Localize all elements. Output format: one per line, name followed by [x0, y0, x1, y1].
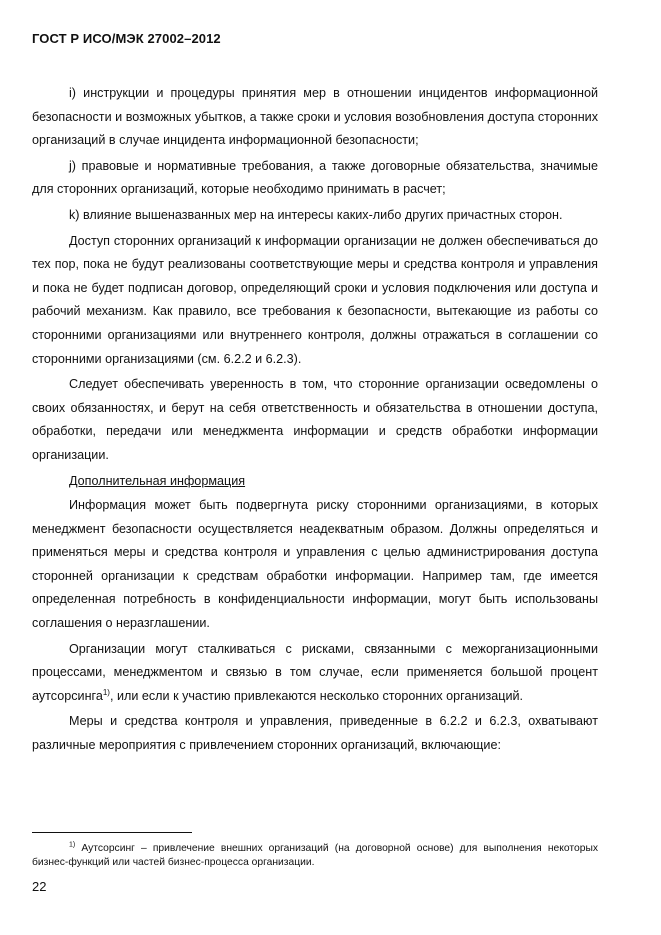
- footnote: [32, 842, 598, 870]
- outsourcing-text-before: Организации могут сталкиваться с рисками, связанными с межорганизационными процессами, менеджментом и связью в том случае, если применяется большой процент аутсорсинга: [32, 641, 598, 703]
- page-number: 22: [32, 879, 47, 894]
- footnote-mark: 1): [69, 841, 76, 849]
- body-text: [32, 82, 598, 759]
- list-item-i: i) инструкции и процедуры принятия мер в отношении инцидентов информационной безопасности и возможных убытков, а также сроки и условия возобновления доступа сторонних организаций в случае инцидента информационной безопасности;: [32, 86, 598, 148]
- standard-header: ГОСТ Р ИСО/МЭК 27002–2012: [32, 31, 221, 46]
- subheading-text: Дополнительная информация: [69, 473, 246, 488]
- list-item-k: k) влияние вышеназванных мер на интересы каких-либо других причастных сторон.: [69, 207, 563, 222]
- subheading-additional-info: [32, 470, 598, 494]
- footnote-divider: [32, 832, 192, 833]
- footnote-reference[interactable]: 1): [102, 687, 110, 697]
- paragraph-access-conditions: Доступ сторонних организаций к информации организации не должен обеспечиваться до тех пор, пока не будут реализованы соответствующие меры и средства контроля и управления и пока не будет подписан договор, определяющий сроки и условия подключения или доступа и рабочий механизм. Как правило, все требования к безопасности, вытекающие из работы со сторонними организациями или внутреннего контроля, должны отражаться в соглашении со сторонними организациями (см. 6.2.2 и 6.2.3).: [32, 233, 598, 366]
- footnote-text: Аутсорсинг – привлечение внешних организаций (на договорной основе) для выполнения некоторых бизнес-функций или частей бизнес-процесса организации.: [32, 843, 598, 868]
- list-item-j: j) правовые и нормативные требования, а также договорные обязательства, значимые для сторонних организаций, которые необходимо принимать в расчет;: [32, 158, 598, 197]
- outsourcing-text-after: , или если к участию привлекаются несколько сторонних организаций.: [109, 688, 524, 703]
- paragraph-outsourcing: [32, 638, 598, 709]
- paragraph-assurance: Следует обеспечивать уверенность в том, что сторонние организации осведомлены о своих обязанностях, и берут на себя ответственность и обязательства в отношении доступа, обработки, передачи или менеджмента информации и средств обработки информации организации.: [32, 377, 598, 462]
- paragraph-closing: Меры и средства контроля и управления, приведенные в 6.2.2 и 6.2.3, охватывают различные мероприятия с привлечением сторонних организаций, включающие:: [32, 714, 598, 753]
- paragraph-risk: Информация может быть подвергнута риску сторонними организациями, в которых менеджмент безопасности осуществляется неадекватным образом. Должны определяться и применяться меры и средства контроля и управления с целью администрирования доступа сторонней организации к средствам обработки информации. Например там, где имеется определенная потребность в конфиденциальности информации, могут быть использованы соглашения о неразглашении.: [32, 498, 598, 631]
